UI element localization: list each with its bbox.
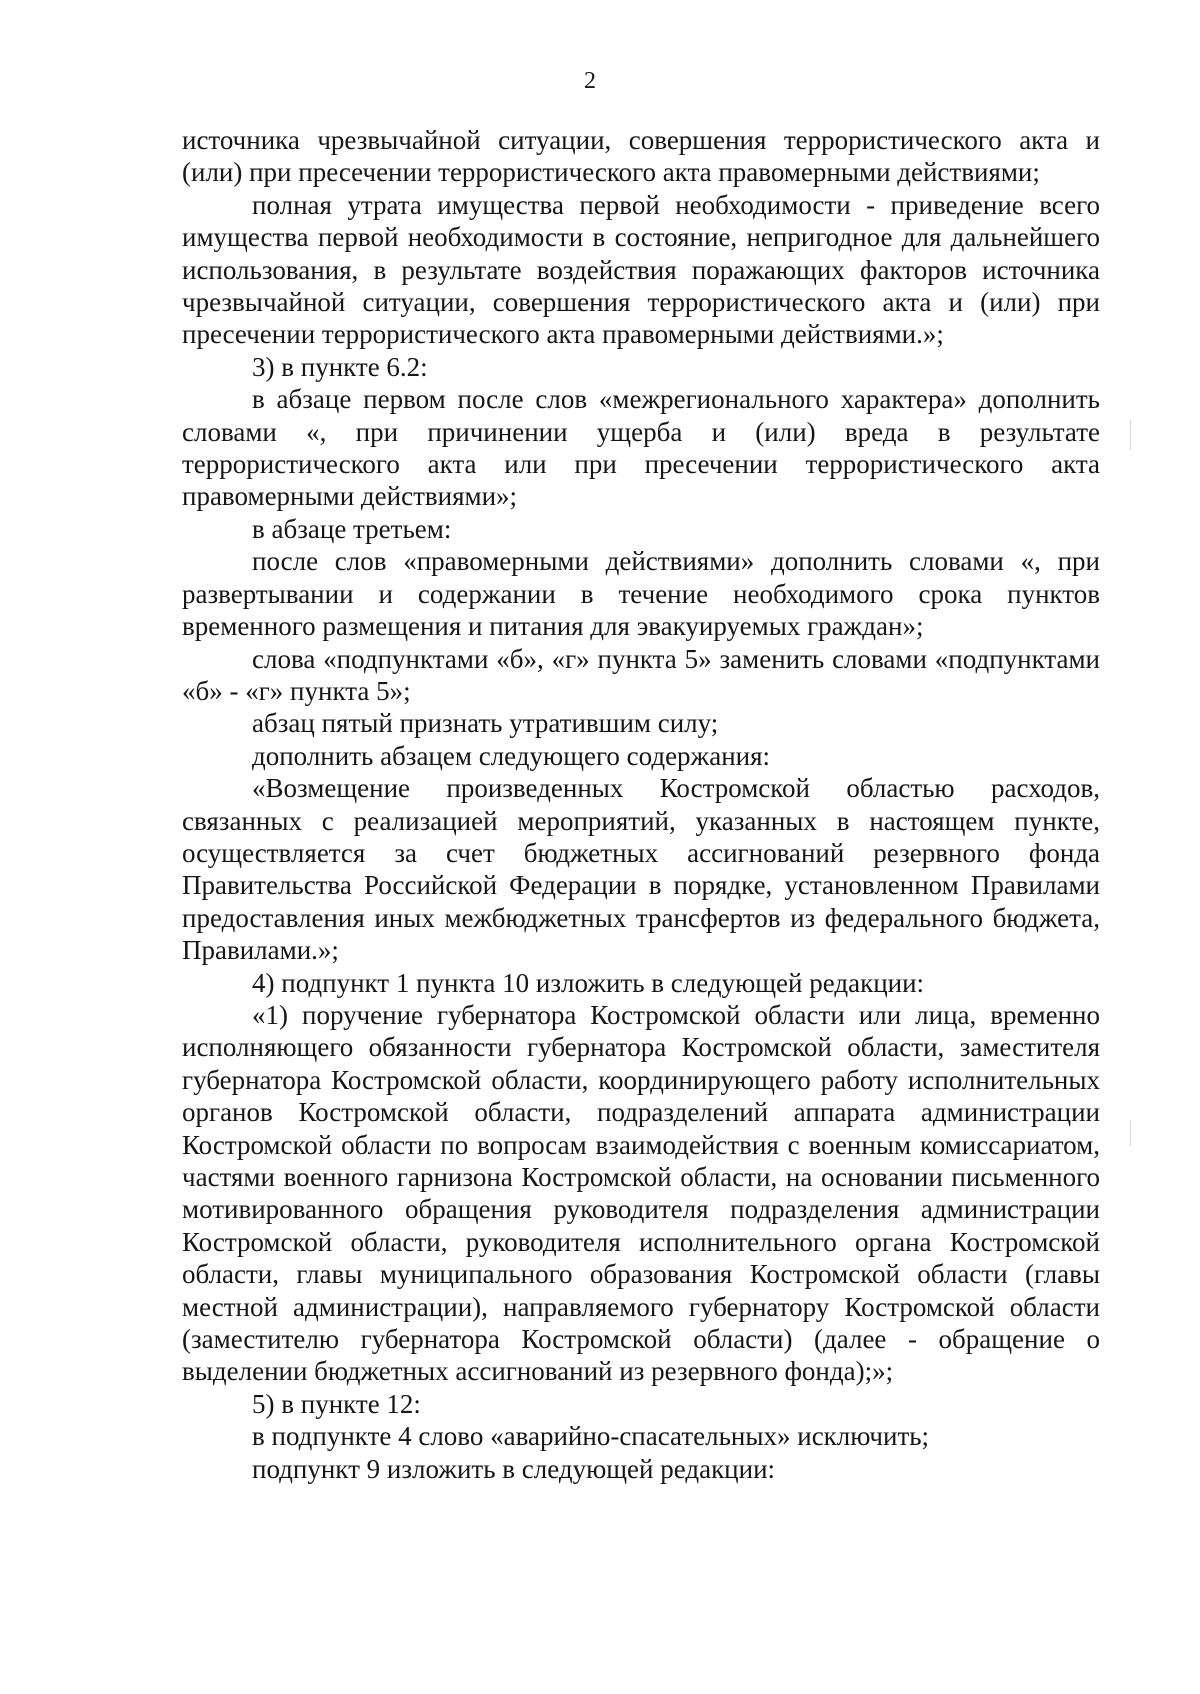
paragraph-compensation: «Возмещение произведенных Костромской областью расходов, связанных с реализацией мероприятий, указанных в настоящем пункте, осуществляется за счет бюджетных ассигнований резервного фонда Правительства Российской Федерации в порядке, установленном Правилами предоставления иных межбюджетных трансфертов из федерального бюджета, Правилами.»; [182,773,1100,966]
paragraph-add-abzac: дополнить абзацем следующего содержания: [252,740,771,771]
page-number: 2 [584,68,596,94]
document-body [182,124,1100,1485]
paragraph-subitem-4: в подпункте 4 слово «аварийно-спасательных» исключить; [252,1421,930,1452]
paragraph-continuation: источника чрезвычайной ситуации, совершения террористического акта и (или) при пресечении террористического акта правомерными действиями; [182,125,1100,188]
scan-edge-mark [1130,1120,1131,1146]
paragraph-total-loss-definition: полная утрата имущества первой необходимости - приведение всего имущества первой необходимости в состояние, непригодное для дальнейшего использования, в результате воздействия поражающих факторов источника чрезвычайной ситуации, совершения террористического акта и (или) при пресечении террористического акта правомерными действиями.»; [182,189,1100,350]
paragraph-item-3: 3) в пункте 6.2: [252,351,428,382]
paragraph-add-words: после слов «правомерными действиями» дополнить словами «, при развертывании и содержании в течение необходимого срока пунктов временного размещения и питания для эвакуируемых граждан»; [182,546,1100,642]
paragraph-governor-order: «1) поручение губернатора Костромской области или лица, временно исполняющего обязанности губернатора Костромской области, заместителя губернатора Костромской области, координирующего работу исполнительных органов Костромской области, подразделений аппарата администрации Костромской области по вопросам взаимодействия с военным комиссариатом, частями военного гарнизона Костромской области, на основании письменного мотивированного обращения руководителя подразделения администрации Костромской области, руководителя исполнительного органа Костромской области, главы муниципального образования Костромской области (главы местной администрации), направляемого губернатору Костромской области (заместителю губернатора Костромской области) (далее - обращение о выделении бюджетных ассигнований из резервного фонда);»; [182,999,1100,1387]
paragraph-third-abzac: в абзаце третьем: [252,513,452,544]
scan-edge-mark [1130,420,1131,450]
paragraph-first-abzac-change: в абзаце первом после слов «межрегионального характера» дополнить словами «, при причинении ущерба и (или) вреда в результате террористического акта или при пресечении террористического акта правомерными действиями»; [182,384,1100,512]
paragraph-subitem-9: подпункт 9 изложить в следующей редакции: [252,1453,776,1484]
paragraph-item-5: 5) в пункте 12: [252,1388,421,1419]
paragraph-item-4: 4) подпункт 1 пункта 10 изложить в следующей редакции: [252,967,925,998]
paragraph-replace-words: слова «подпунктами «б», «г» пункта 5» заменить словами «подпунктами «б» - «г» пункта 5»; [182,643,1100,706]
paragraph-fifth-abzac-void: абзац пятый признать утратившим силу; [252,708,719,739]
